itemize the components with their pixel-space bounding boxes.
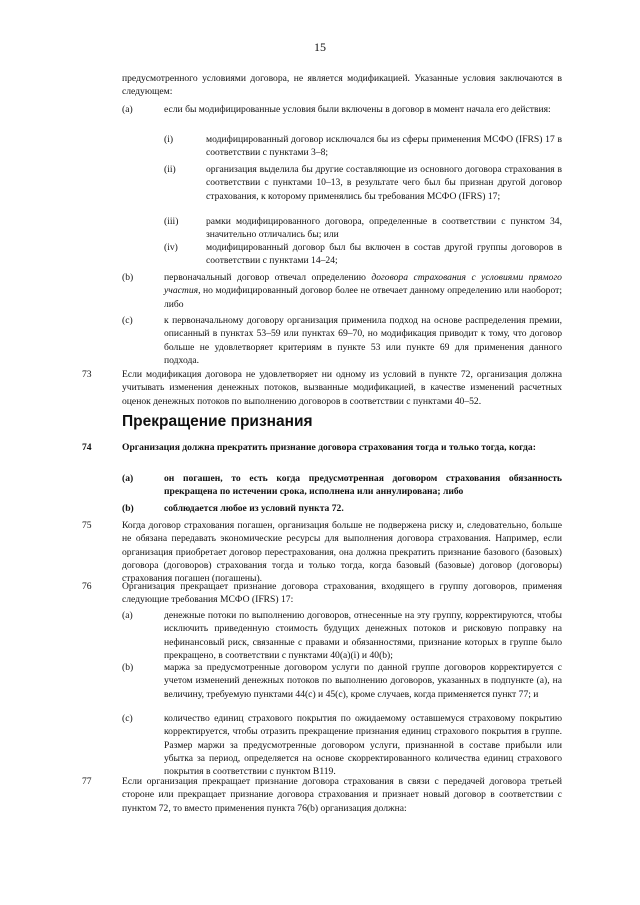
section-heading: Прекращение признания <box>122 413 313 430</box>
intro-subitem-ii-label: (ii) <box>164 164 176 175</box>
paragraph-73-number: 73 <box>82 369 92 380</box>
paragraph-77-number: 77 <box>82 776 92 787</box>
paragraph-76-number: 76 <box>82 581 92 592</box>
paragraph-75-number: 75 <box>82 520 92 531</box>
paragraph-76-item-a-text: денежные потоки по выполнению договоров, отнесенные на эту группу, корректируются, чтобы исключить приведенную стоимость будущих денежных потоков и рисковую поправку на нефинансовый риск, связанные с правами и обязанностями, признание которых в группе было прекращено, в соответствии с пунктами 40(a)(i) и 40(b); <box>164 610 562 661</box>
paragraph-76-item-a-label: (a) <box>122 610 133 621</box>
intro-item-c-text: к первоначальному договору организация применила подход на основе распределения премии, описанный в пунктах 53–59 или пунктах 69–70, но модификация приводит к тому, что договор больше не удовлетворяет критериям в пункте 53 или пункте 69 для применения данного подхода. <box>164 315 562 366</box>
intro-subitem-iv-label: (iv) <box>164 242 178 253</box>
intro-subitem-ii-text: организация выделила бы другие составляющие из основного договора страхования в соответствии с пунктами 10–13, в результате чего был бы признан другой договор страхования, к которому применялись бы требования МСФО (IFRS) 17; <box>206 164 562 202</box>
paragraph-74-item-a-text: он погашен, то есть когда предусмотренная договором страхования обязанность прекращена по истечении срока, исполнена или аннулирована; либо <box>164 473 562 498</box>
intro-item-b-text: первоначальный договор отвечал определению договора страхования с условиями прямого участия, но модифицированный договор более не отвечает данному определению или наоборот; либо <box>164 272 562 310</box>
intro-subitem-i-label: (i) <box>164 134 174 145</box>
paragraph-74-number: 74 <box>82 442 92 453</box>
intro-subitem-iii-label: (iii) <box>164 216 179 227</box>
paragraph-74-item-a-label: (a) <box>122 473 134 484</box>
paragraph-76-item-b-label: (b) <box>122 662 134 673</box>
paragraph-76-item-b-text: маржа за предусмотренные договором услуги по данной группе договоров корректируется с учетом изменений денежных потоков по выполнению договоров, указанных в подпункте (a), на величину, требуемую пунктами 44(c) и 45(c), кроме случаев, когда применяется пункт 77; и <box>164 662 562 700</box>
page-number: 15 <box>314 40 326 54</box>
intro-item-a-label: (a) <box>122 104 133 115</box>
paragraph-74-item-b-label: (b) <box>122 503 134 514</box>
intro-subitem-iv-text: модифицированный договор был бы включен в состав другой группы договоров в соответствии с пунктами 14–24; <box>206 242 562 267</box>
paragraph-77-text: Если организация прекращает признание договора страхования в связи с передачей договора третьей стороне или прекращает признание договора страхования и признает новый договор в соответствии с пунктом 72, то вместо применения пункта 76(b) организация должна: <box>122 776 562 814</box>
intro-subitem-iii-text: рамки модифицированного договора, определенные в соответствии с пунктом 34, значительно отличались бы; или <box>206 216 562 241</box>
paragraph-74-item-b-text: соблюдается любое из условий пункта 72. <box>164 503 344 514</box>
intro-subitem-i-text: модифицированный договор исключался бы из сферы применения МСФО (IFRS) 17 в соответствии с пунктами 3–8; <box>206 134 562 159</box>
paragraph-73-text: Если модификация договора не удовлетворяет ни одному из условий в пункте 72, организация должна учитывать изменения денежных потоков, вызванные модификацией, в качестве изменений расчетных оценок денежных потоков по выполнению договоров в соответствии с пунктами 40–52. <box>122 369 562 407</box>
intro-item-b-label: (b) <box>122 272 134 283</box>
paragraph-76-item-c-text: количество единиц страхового покрытия по ожидаемому оставшемуся страховому покрытию корректируется, чтобы отразить прекращение признания единиц страхового покрытия в группе. Размер маржи за предусмотренные договором услуги, признанной в составе прибыли или убытка за период, определяется на основе скорректированного количества единиц страхового покрытия в соответствии с пунктом B119. <box>164 713 562 778</box>
intro-paragraph: предусмотренного условиями договора, не является модификацией. Указанные условия заключаются в следующем: <box>122 73 562 98</box>
paragraph-76-text: Организация прекращает признание договора страхования, входящего в группу договоров, применяя следующие требования МСФО (IFRS) 17: <box>122 581 562 606</box>
intro-item-a-text: если бы модифицированные условия были включены в договор в момент начала его действия: <box>164 104 551 115</box>
paragraph-76-item-c-label: (c) <box>122 713 133 724</box>
intro-item-c-label: (c) <box>122 315 133 326</box>
paragraph-74-text: Организация должна прекратить признание договора страхования тогда и только тогда, когда: <box>122 442 536 453</box>
paragraph-75-text: Когда договор страхования погашен, организация больше не подвержена риску и, следовательно, больше не обязана передавать экономические ресурсы для выполнения договора страхования. Например, если организация приобретает договор перестрахования, она должна прекратить признание базового (базовых) договора (договоров) страхования тогда и только тогда, когда базовый (базовые) договор (договоры) страхования погашен (погашены). <box>122 520 562 585</box>
